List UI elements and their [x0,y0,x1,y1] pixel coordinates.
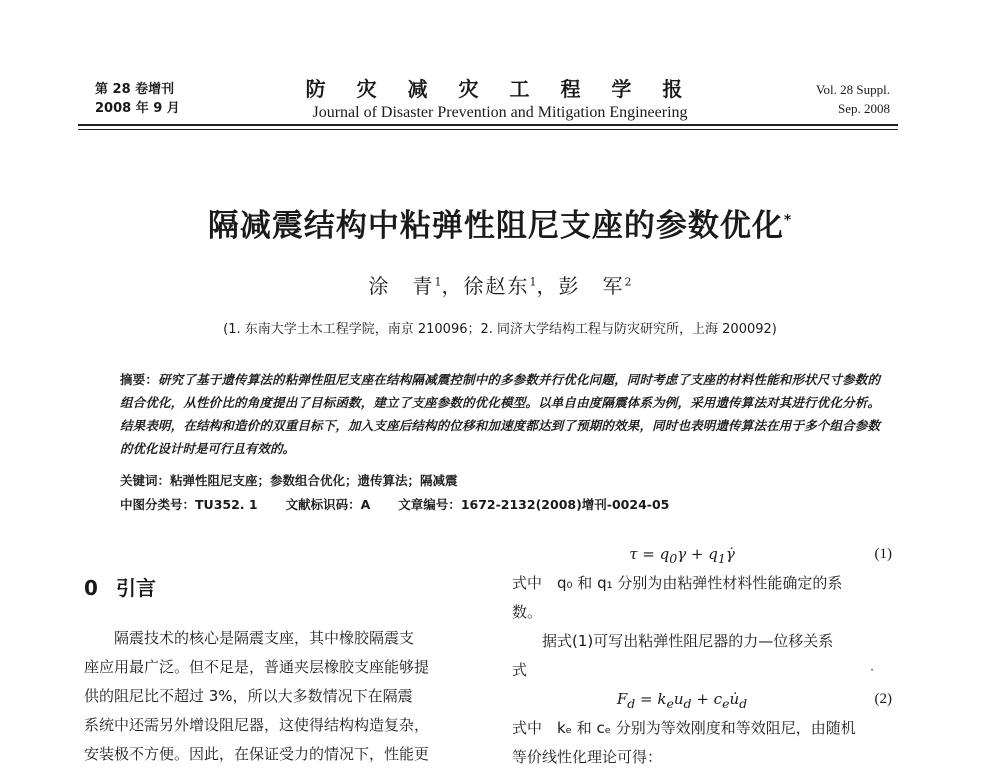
paragraph-line: 供的阻尼比不超过 3%，所以大多数情况下在隔震 [84,687,413,705]
header-rule-thin [78,129,898,130]
clc-value: TU352. 1 [195,497,258,512]
author-name: 徐赵东 [463,274,530,298]
article-number-label: 文章编号： [398,497,461,512]
keywords-line [120,470,880,492]
author-name: 涂 青 [368,274,435,298]
header-date-cn: 2008 年 9 月 [95,101,180,116]
journal-name-block [250,76,750,124]
header-date-en: Sep. 2008 [838,101,890,116]
keywords-text: 粘弹性阻尼支座；参数组合优化；遗传算法；隔减震 [170,473,458,488]
doc-code-label: 文献标识码： [285,497,361,512]
title-footnote-mark: * [783,212,793,229]
affiliations: (1. 东南大学土木工程学院，南京 210096；2. 同济大学结构工程与防灾研究所，上海 200092) [223,322,777,337]
header-volume-cn: 第 28 卷增刊 [95,82,175,97]
paragraph-line [512,627,892,656]
paragraph-line: 式中 q₀ 和 q₁ 分别为由粘弹性材料性能确定的系 [512,574,843,592]
abstract-label: 摘要： [120,372,159,387]
author-affiliation-mark: 2 [624,275,632,289]
intro-paragraph [84,624,484,769]
paragraph-line: 隔震技术的核心是隔震支座，其中橡胶隔震支 [114,629,415,647]
paragraph-line [512,656,892,685]
paragraph-line: 数。 [512,603,543,621]
paragraph-line: 座应用最广泛。但不足是，普通夹层橡胶支座能够提 [84,658,430,676]
keywords-label: 关键词： [120,473,171,488]
paragraph-line-text: 据式(1)可写出粘弹性阻尼器的力—位移关系 [542,632,834,650]
paper-title-text: 隔减震结构中粘弹性阻尼支座的参数优化 [207,208,784,244]
paragraph-line: 等价线性化理论可得： [512,748,663,766]
paragraph-line: 式中 kₑ 和 cₑ 分别为等效刚度和等效阻尼，由随机 [512,719,856,737]
equation-1-number: (1) [874,546,892,562]
paragraph-line: 安装极不方便。因此，在保证受力的情况下，性能更 [84,745,430,763]
header-volume-en: Vol. 28 Suppl. [815,82,890,97]
equation-2-number: (2) [874,691,892,707]
paragraph-line: 系统中还需另外增设阻尼器，这使得结构构造复杂， [84,716,430,734]
equation-1 [512,540,892,569]
article-number-value: 1672-2132(2008)增刊-0024-05 [460,497,670,512]
abstract-text: 研究了基于遗传算法的粘弹性阻尼支座在结构隔减震控制中的多参数并行优化问题，同时考虑了支座的材料性能和形状尺寸参数的组合优化，从性价比的角度提出了目标函数，建立了支座参数的优化模型。以单自由度隔震体系为例，采用遗传算法对其进行优化分析。结果表明，在结构和造价的双重目标下，加入支座后结构的位移和加速度都达到了预期的效果，同时也表明遗传算法在用于多个组合参数的优化设计时是可行且有效的。 [120,372,880,456]
author-affiliation-mark: 1 [529,275,537,289]
journal-name-en: Journal of Disaster Prevention and Mitigation Engineering [312,104,688,121]
author-name: 彭 军 [558,274,625,298]
clc-label: 中图分类号： [120,497,196,512]
classification-line [120,494,880,516]
header-volume-en-block [816,80,890,118]
header-volume-block [95,80,180,118]
paper-title [0,200,1000,245]
equation-1-expression: $\tau = q_0\gamma$ + $q_1\gammȧ$ [629,545,735,566]
paragraph-line-text: 式 [512,661,528,679]
section-title: 引言 [116,576,156,600]
equation-2 [512,685,892,714]
journal-name-cn: 防 灾 减 灾 工 程 学 报 [305,77,695,101]
right-column [512,540,892,772]
section-number: 0 [84,576,98,600]
author-list: 涂 青$^1$，徐赵东$^1$，彭 军$^2$ [368,274,632,298]
header-rule-thick [78,124,898,126]
doc-code-value: A [360,497,371,512]
equation-2-expression: $F_d = k_eu_d$ + $c_eu̇_d$ [616,690,748,711]
author-affiliation-mark: 1 [434,275,442,289]
abstract [120,368,880,460]
section-heading [84,572,156,601]
scan-speck: · [870,663,874,677]
